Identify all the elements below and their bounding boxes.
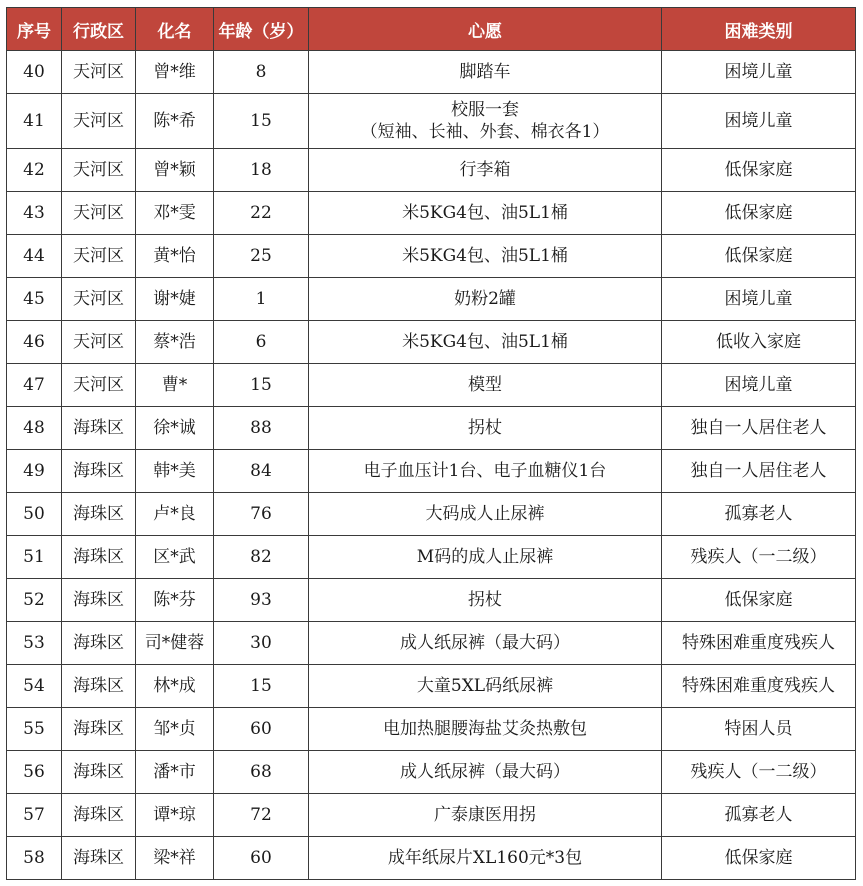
cell-no: 42 xyxy=(7,149,62,192)
wish-line: 校服一套 xyxy=(451,100,519,120)
cell-wish xyxy=(309,407,662,450)
cell-district: 海珠区 xyxy=(62,837,136,880)
cell-district: 海珠区 xyxy=(62,579,136,622)
wish-line: 成年纸尿片XL160元*3包 xyxy=(387,848,583,868)
cell-district: 海珠区 xyxy=(62,450,136,493)
cell-name: 邹*贞 xyxy=(136,708,214,751)
cell-category: 低保家庭 xyxy=(662,837,856,880)
cell-category: 困境儿童 xyxy=(662,51,856,94)
header-district: 行政区 xyxy=(62,8,136,51)
wish-line: 模型 xyxy=(468,375,502,395)
cell-no: 56 xyxy=(7,751,62,794)
cell-name: 曾*维 xyxy=(136,51,214,94)
cell-age: 30 xyxy=(214,622,309,665)
table-row xyxy=(7,192,856,235)
wish-line: 大童5XL码纸尿裤 xyxy=(416,676,554,696)
table-row xyxy=(7,751,856,794)
cell-age: 76 xyxy=(214,493,309,536)
table-row xyxy=(7,622,856,665)
cell-district: 天河区 xyxy=(62,364,136,407)
wish-line: 拐杖 xyxy=(468,418,502,438)
cell-age: 1 xyxy=(214,278,309,321)
cell-wish xyxy=(309,837,662,880)
cell-name: 林*成 xyxy=(136,665,214,708)
cell-no: 55 xyxy=(7,708,62,751)
cell-wish xyxy=(309,149,662,192)
cell-category: 困境儿童 xyxy=(662,94,856,149)
header-no: 序号 xyxy=(7,8,62,51)
cell-age: 15 xyxy=(214,364,309,407)
header-row xyxy=(7,8,856,51)
cell-age: 8 xyxy=(214,51,309,94)
cell-category: 独自一人居住老人 xyxy=(662,450,856,493)
cell-district: 海珠区 xyxy=(62,407,136,450)
table-row xyxy=(7,450,856,493)
wish-line: （短袖、长袖、外套、棉衣各1） xyxy=(360,122,610,142)
table-row xyxy=(7,579,856,622)
cell-wish xyxy=(309,51,662,94)
wish-line: 奶粉2罐 xyxy=(454,289,516,309)
cell-wish xyxy=(309,708,662,751)
table-row xyxy=(7,94,856,149)
table-row xyxy=(7,51,856,94)
table-row xyxy=(7,364,856,407)
cell-name: 曾*颖 xyxy=(136,149,214,192)
cell-name: 司*健蓉 xyxy=(136,622,214,665)
cell-age: 6 xyxy=(214,321,309,364)
table-row xyxy=(7,665,856,708)
wish-line: 电加热腿腰海盐艾灸热敷包 xyxy=(383,719,587,739)
cell-district: 天河区 xyxy=(62,149,136,192)
cell-category: 低保家庭 xyxy=(662,579,856,622)
cell-no: 45 xyxy=(7,278,62,321)
cell-name: 卢*良 xyxy=(136,493,214,536)
cell-name: 谢*婕 xyxy=(136,278,214,321)
cell-wish xyxy=(309,450,662,493)
wish-line: 米5KG4包、油5L1桶 xyxy=(402,246,568,266)
cell-age: 60 xyxy=(214,708,309,751)
cell-wish xyxy=(309,493,662,536)
cell-name: 曹* xyxy=(136,364,214,407)
cell-category: 孤寡老人 xyxy=(662,493,856,536)
cell-district: 海珠区 xyxy=(62,665,136,708)
cell-age: 15 xyxy=(214,665,309,708)
cell-no: 54 xyxy=(7,665,62,708)
cell-category: 特殊困难重度残疾人 xyxy=(662,665,856,708)
cell-district: 天河区 xyxy=(62,192,136,235)
header-wish: 心愿 xyxy=(309,8,662,51)
cell-no: 40 xyxy=(7,51,62,94)
cell-category: 孤寡老人 xyxy=(662,794,856,837)
cell-category: 低保家庭 xyxy=(662,235,856,278)
wish-list-table xyxy=(6,7,856,880)
cell-no: 58 xyxy=(7,837,62,880)
cell-age: 93 xyxy=(214,579,309,622)
wish-line: 米5KG4包、油5L1桶 xyxy=(402,203,568,223)
wish-line: 行李箱 xyxy=(459,160,511,180)
cell-name: 梁*祥 xyxy=(136,837,214,880)
wish-line: 成人纸尿裤（最大码） xyxy=(400,762,570,782)
cell-age: 68 xyxy=(214,751,309,794)
cell-name: 区*武 xyxy=(136,536,214,579)
wish-line: 大码成人止尿裤 xyxy=(425,504,545,524)
cell-no: 43 xyxy=(7,192,62,235)
cell-district: 海珠区 xyxy=(62,622,136,665)
cell-no: 44 xyxy=(7,235,62,278)
header-category: 困难类别 xyxy=(662,8,856,51)
header-name: 化名 xyxy=(136,8,214,51)
cell-category: 低收入家庭 xyxy=(662,321,856,364)
wish-line: 电子血压计1台、电子血糖仪1台 xyxy=(363,461,607,481)
cell-no: 57 xyxy=(7,794,62,837)
cell-district: 天河区 xyxy=(62,278,136,321)
cell-no: 47 xyxy=(7,364,62,407)
table-row xyxy=(7,321,856,364)
header-age: 年龄（岁） xyxy=(214,8,309,51)
cell-name: 陈*希 xyxy=(136,94,214,149)
cell-name: 潘*市 xyxy=(136,751,214,794)
cell-wish xyxy=(309,364,662,407)
cell-district: 海珠区 xyxy=(62,493,136,536)
cell-category: 特殊困难重度残疾人 xyxy=(662,622,856,665)
cell-district: 海珠区 xyxy=(62,794,136,837)
cell-category: 低保家庭 xyxy=(662,149,856,192)
cell-age: 84 xyxy=(214,450,309,493)
cell-age: 82 xyxy=(214,536,309,579)
table-row xyxy=(7,837,856,880)
cell-wish xyxy=(309,751,662,794)
cell-district: 天河区 xyxy=(62,94,136,149)
cell-wish xyxy=(309,235,662,278)
cell-wish xyxy=(309,536,662,579)
cell-no: 51 xyxy=(7,536,62,579)
cell-no: 49 xyxy=(7,450,62,493)
cell-category: 残疾人（一二级） xyxy=(662,751,856,794)
cell-no: 41 xyxy=(7,94,62,149)
cell-no: 52 xyxy=(7,579,62,622)
cell-category: 残疾人（一二级） xyxy=(662,536,856,579)
wish-line: 米5KG4包、油5L1桶 xyxy=(402,332,568,352)
wish-line: 脚踏车 xyxy=(459,62,511,82)
cell-age: 72 xyxy=(214,794,309,837)
wish-line: 广泰康医用拐 xyxy=(434,805,536,825)
cell-wish xyxy=(309,278,662,321)
cell-name: 黄*怡 xyxy=(136,235,214,278)
cell-age: 25 xyxy=(214,235,309,278)
cell-age: 60 xyxy=(214,837,309,880)
cell-category: 低保家庭 xyxy=(662,192,856,235)
cell-age: 18 xyxy=(214,149,309,192)
table-row xyxy=(7,536,856,579)
cell-wish xyxy=(309,579,662,622)
wish-line: 拐杖 xyxy=(468,590,502,610)
cell-category: 独自一人居住老人 xyxy=(662,407,856,450)
table-body xyxy=(7,51,856,880)
table-row xyxy=(7,235,856,278)
wish-line: M码的成人止尿裤 xyxy=(416,547,554,567)
cell-name: 谭*琼 xyxy=(136,794,214,837)
cell-district: 天河区 xyxy=(62,235,136,278)
cell-no: 48 xyxy=(7,407,62,450)
table-row xyxy=(7,493,856,536)
cell-wish xyxy=(309,94,662,149)
cell-district: 海珠区 xyxy=(62,536,136,579)
cell-name: 徐*诚 xyxy=(136,407,214,450)
cell-name: 韩*美 xyxy=(136,450,214,493)
cell-category: 困境儿童 xyxy=(662,364,856,407)
cell-age: 22 xyxy=(214,192,309,235)
cell-no: 46 xyxy=(7,321,62,364)
cell-no: 53 xyxy=(7,622,62,665)
cell-district: 海珠区 xyxy=(62,751,136,794)
cell-district: 天河区 xyxy=(62,51,136,94)
cell-category: 困境儿童 xyxy=(662,278,856,321)
wish-line: 成人纸尿裤（最大码） xyxy=(400,633,570,653)
table-row xyxy=(7,278,856,321)
cell-wish xyxy=(309,794,662,837)
table-row xyxy=(7,794,856,837)
cell-no: 50 xyxy=(7,493,62,536)
cell-age: 15 xyxy=(214,94,309,149)
cell-wish xyxy=(309,321,662,364)
table-row xyxy=(7,407,856,450)
cell-name: 邓*雯 xyxy=(136,192,214,235)
table-row xyxy=(7,708,856,751)
cell-age: 88 xyxy=(214,407,309,450)
cell-category: 特困人员 xyxy=(662,708,856,751)
cell-wish xyxy=(309,192,662,235)
cell-wish xyxy=(309,665,662,708)
cell-wish xyxy=(309,622,662,665)
table-row xyxy=(7,149,856,192)
cell-name: 蔡*浩 xyxy=(136,321,214,364)
cell-district: 天河区 xyxy=(62,321,136,364)
cell-district: 海珠区 xyxy=(62,708,136,751)
cell-name: 陈*芬 xyxy=(136,579,214,622)
